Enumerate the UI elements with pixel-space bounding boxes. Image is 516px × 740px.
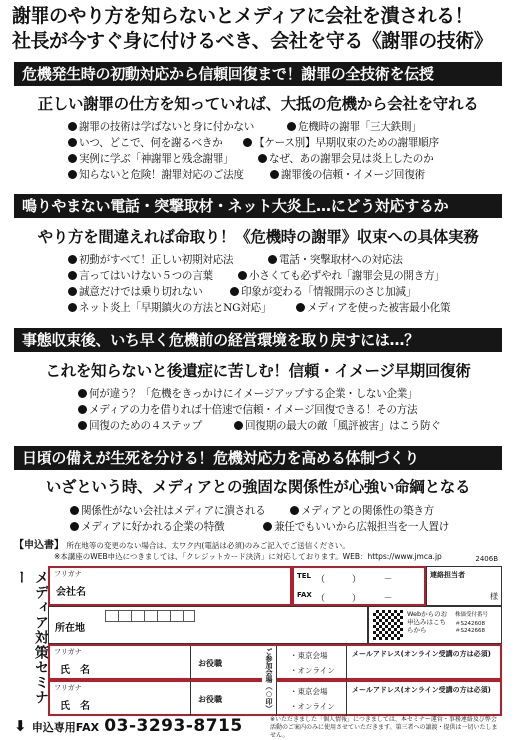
tel-fax-field[interactable]: TEL （ ） － FAX （ ） －	[292, 566, 426, 606]
form-note-2: ※本講座のWEB申込につきましては、「クレジットカード決済」に対応しております。WEB：https://www.jmca.jp	[54, 552, 442, 561]
bullet-item: 知らないと危険！謝罪対応のご法度	[68, 167, 244, 183]
bullet-item: 何が違う？「危機をきっかけにイメージアップする企業・しない企業」	[78, 386, 417, 402]
bullet-item: 兼任でもいいから広報担当を一人置け	[263, 519, 449, 535]
bullet-item: 電話・突撃取材への対応法	[268, 252, 403, 268]
qr-area: Webからのお申込みはこちらから 株価受付番号 ＃S242608 ＃S242668	[368, 606, 502, 644]
section-3-subtitle: これを知らないと後遺症に苦しむ！信頼・イメージ早期回復術	[45, 361, 471, 380]
form-heading: 【申込書】	[14, 540, 64, 551]
bullet-icon	[296, 303, 305, 312]
address-field[interactable]: 所在地	[48, 606, 368, 644]
section-2-bar: 鳴りやまない電話・突撃取材・ネット大炎上…にどう対応するか	[14, 194, 502, 218]
bullet-icon	[78, 389, 87, 398]
fax-line: ⬇ 申込専用FAX 03-3293-8715	[14, 716, 243, 736]
qr-code-icon[interactable]	[373, 610, 403, 640]
bullet-item: 回復のための４ステップ	[78, 418, 202, 434]
section-4-subtitle: いざという時、メディアとの強固な関係性が心強い命綱となる	[45, 477, 471, 496]
bullet-icon	[234, 421, 243, 430]
bullet-icon	[290, 506, 299, 515]
bullet-item: 実例に学ぶ「神謝罪と残念謝罪」	[68, 151, 233, 167]
bullet-icon	[68, 138, 77, 147]
arrow-down-icon: ⬇	[14, 717, 27, 735]
venue-label: ご参加会場（○印）	[262, 646, 276, 714]
bullet-icon	[268, 255, 277, 264]
bullet-icon	[287, 122, 296, 131]
bullet-icon	[238, 271, 247, 280]
bullet-item: なぜ、あの謝罪会見は炎上したのか	[258, 151, 433, 167]
bullet-item: メディアに好かれる企業の特徴	[70, 519, 224, 535]
bullet-item: 危機時の謝罪「三大鉄則」	[287, 119, 422, 135]
attendee-1-row[interactable]: フリガナ 氏 名 お役職 ・東京会場 ・オンライン メールアドレス(オンライン受講の方は必須)	[48, 644, 502, 680]
bullet-icon	[258, 154, 267, 163]
postal-code-boxes	[105, 610, 195, 622]
bullet-item: メディアを使った被害最小化策	[296, 300, 450, 316]
privacy-note: ※いただきました「個人情報」につきましては、本セミナー運営・事務連絡及び弊会活動のご案内のみに使用させていただきます。第三者への譲渡・提供は一切いたしません。	[270, 716, 498, 739]
bullet-item: 【ケース別】早期収束のための謝罪順序	[243, 135, 439, 151]
section-1-bar: 危機発生時の初動対応から信頼回復まで！謝罪の全技術を伝授	[14, 62, 502, 86]
bullet-icon	[78, 421, 87, 430]
bullet-item: ネット炎上「早期鎮火の方法とNG対応」	[68, 300, 271, 316]
bullet-icon	[68, 255, 77, 264]
headline-line-1: 謝罪のやり方を知らないとメディアに会社を潰される！	[12, 5, 473, 27]
bullet-icon	[70, 506, 79, 515]
bullet-item: 言ってはいけない５つの言葉	[68, 268, 213, 284]
form-note-1: 所在地等の変更のない場合は、太ワク内(電話は必須)のみご記入でご送信ください。	[66, 541, 350, 550]
company-field[interactable]: フリガナ 会社名	[48, 566, 292, 606]
application-form	[14, 540, 502, 730]
bullet-icon	[68, 303, 77, 312]
liaison-field[interactable]: 連絡担当者 様	[426, 566, 502, 606]
form-side-title: メディア対策セミナー	[13, 570, 49, 705]
headline-line-2: 社長が今すぐ身に付けるべき、会社を守る《謝罪の技術》	[12, 30, 493, 52]
bullet-item: 小さくても必ずやれ「謝罪会見の開き方」	[238, 268, 445, 284]
bullet-item: 回復期の最大の敵「風評被害」はこう防ぐ	[234, 418, 441, 434]
bullet-icon	[68, 170, 77, 179]
bullet-icon	[243, 138, 252, 147]
form-header	[14, 540, 502, 562]
bullet-icon	[263, 522, 272, 531]
bullet-icon	[270, 170, 279, 179]
bullet-item: 印象が変わる「情報開示のさじ加減」	[230, 284, 416, 300]
bullet-icon	[68, 287, 77, 296]
bullet-icon	[230, 287, 239, 296]
headline	[12, 4, 508, 54]
section-2-subtitle: やり方を間違えれば命取り！《危機時の謝罪》収束への具体実務	[37, 227, 479, 246]
bullet-item: 誠意だけでは乗り切れない	[68, 284, 203, 300]
bullet-icon	[68, 271, 77, 280]
bullet-item: 初動がすべて！正しい初期対応法	[68, 252, 233, 268]
bullet-item: 謝罪の技術は学ばないと身に付かない	[68, 119, 254, 135]
bullet-item: 関係性がない会社はメディアに潰される	[70, 503, 265, 519]
bullet-item: いつ、どこで、何を謝るべきか	[68, 135, 222, 151]
section-4-bar: 日頃の備えが生死を分ける！危機対応力を高める体制づくり	[14, 446, 502, 470]
bullet-icon	[68, 154, 77, 163]
bullet-item: 謝罪後の信頼・イメージ回復術	[270, 167, 425, 183]
section-1-subtitle: 正しい謝罪の仕方を知っていれば、大抵の危機から会社を守れる	[37, 94, 479, 113]
bullet-icon	[68, 122, 77, 131]
form-code: 2406B	[475, 555, 498, 563]
attendee-2-row[interactable]: フリガナ 氏 名 お役職 ・東京会場 ・オンライン メールアドレス(オンライン受講の方は必須)	[48, 680, 502, 716]
bullet-icon	[70, 522, 79, 531]
bullet-item: メディアの力を借りれば十倍速で信頼・イメージ回復できる！その方法	[78, 402, 417, 418]
fax-number[interactable]: 03-3293-8715	[104, 716, 243, 736]
section-3-bar: 事態収束後、いち早く危機前の経営環境を取り戻すには…？	[14, 328, 502, 352]
bullet-icon	[78, 405, 87, 414]
bullet-item: メディアとの関係性の築き方	[290, 503, 434, 519]
